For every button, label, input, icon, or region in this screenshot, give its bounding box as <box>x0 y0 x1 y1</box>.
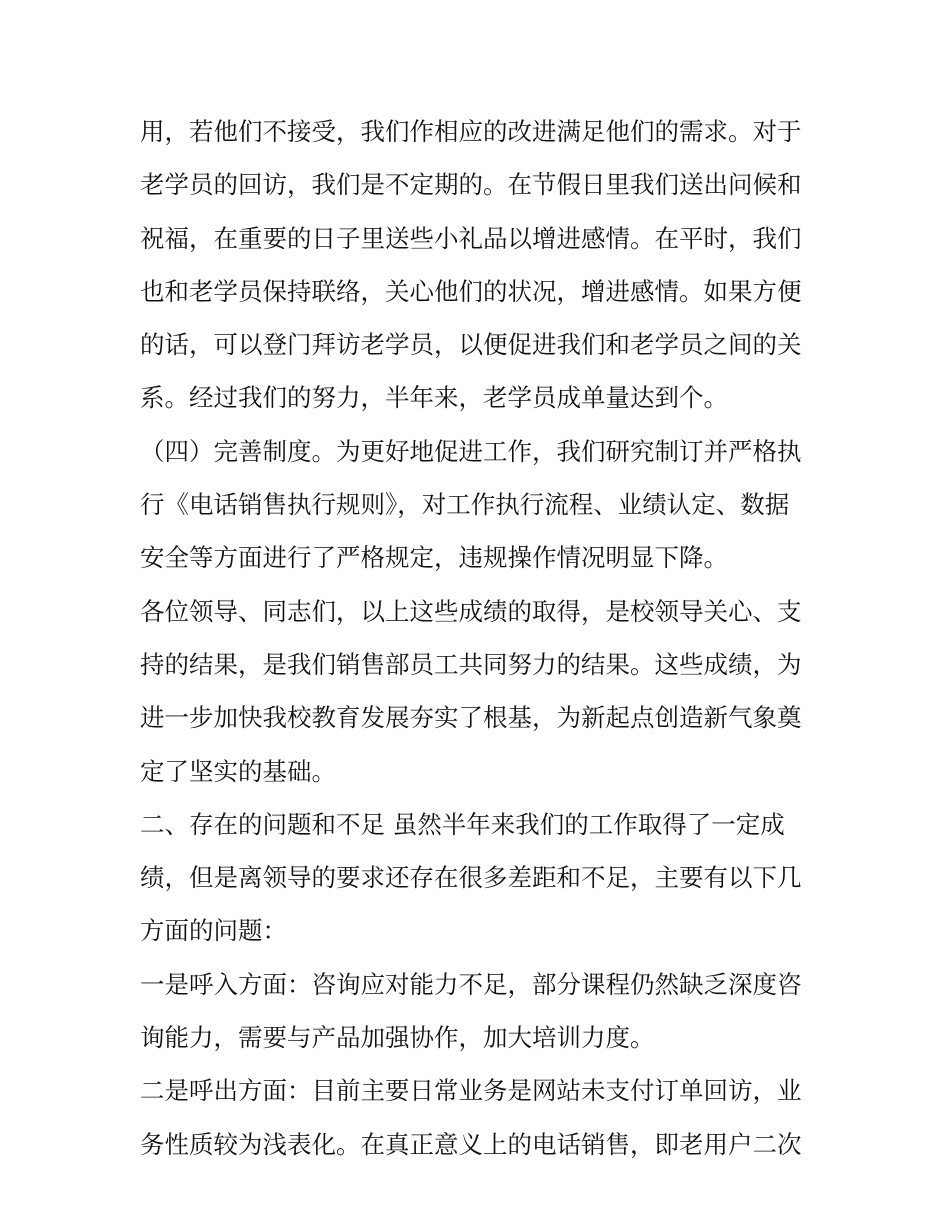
text-line: 方面的问题： <box>140 916 287 946</box>
text-line: （四）完善制度。为更好地促进工作，我们研究制订并严格执 <box>140 436 802 466</box>
text-line: 用，若他们不接受，我们作相应的改进满足他们的需求。对于 <box>140 117 802 146</box>
text-line: 的话，可以登门拜访老学员，以便促进我们和老学员之间的关 <box>140 330 802 360</box>
text-line: 务性质较为浅表化。在真正意义上的电话销售，即老用户二次 <box>140 1129 802 1159</box>
text-line: 老学员的回访，我们是不定期的。在节假日里我们送出问候和 <box>140 170 802 200</box>
text-line: 一是呼入方面：咨询应对能力不足，部分课程仍然缺乏深度咨 <box>140 969 802 999</box>
text-line: 安全等方面进行了严格规定，违规操作情况明显下降。 <box>140 543 728 573</box>
text-line: 系。经过我们的努力，半年来，老学员成单量达到个。 <box>140 383 728 413</box>
text-line: 二是呼出方面：目前主要日常业务是网站未支付订单回访，业 <box>140 1076 802 1106</box>
document-body <box>140 105 820 1171</box>
text-line: 询能力，需要与产品加强协作，加大培训力度。 <box>140 1023 655 1053</box>
text-line: 持的结果，是我们销售部员工共同努力的结果。这些成绩，为 <box>140 649 802 679</box>
text-line: 行《电话销售执行规则》，对工作执行流程、业绩认定、数据 <box>140 490 790 520</box>
text-line: 也和老学员保持联络，关心他们的状况，增进感情。如果方便 <box>140 276 802 306</box>
text-line: 进一步加快我校教育发展夯实了根基，为新起点创造新气象奠 <box>140 703 802 733</box>
text-line: 绩，但是离领导的要求还存在很多差距和不足，主要有以下几 <box>140 863 802 893</box>
text-line: 二、存在的问题和不足 虽然半年来我们的工作取得了一定成 <box>140 809 785 839</box>
text-line: 各位领导、同志们，以上这些成绩的取得，是校领导关心、支 <box>140 596 802 626</box>
text-line: 定了坚实的基础。 <box>140 756 336 786</box>
text-line: 祝福，在重要的日子里送些小礼品以增进感情。在平时，我们 <box>140 223 802 253</box>
